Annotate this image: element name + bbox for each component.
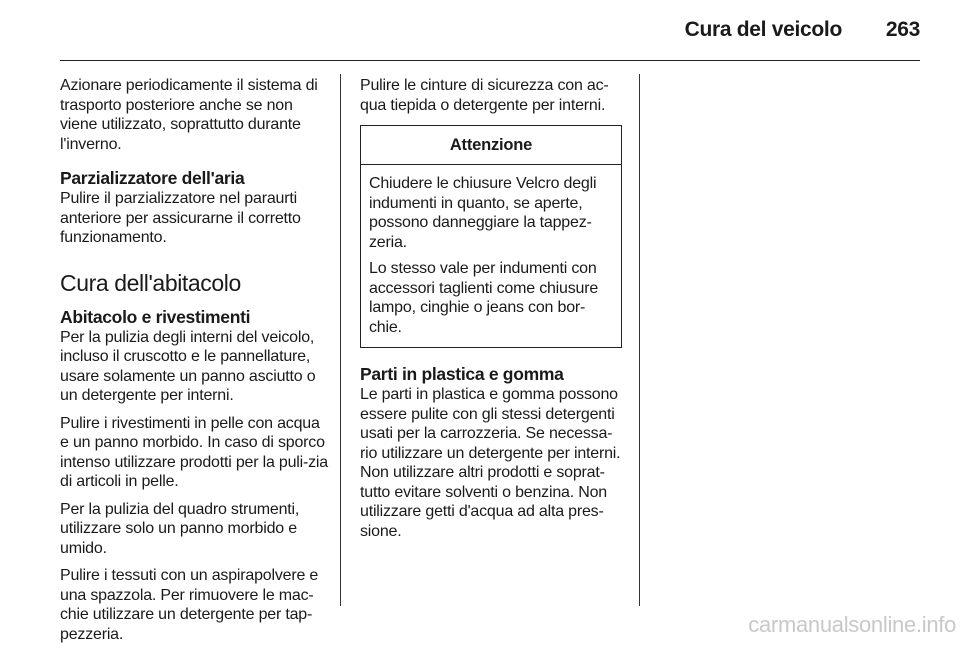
- caution-notice-box: [360, 125, 622, 348]
- interior-care-heading: Cura dell'abitacolo: [60, 269, 241, 296]
- page-number: 263: [885, 18, 920, 41]
- plastic-heading: Parti in plastica e gomma: [360, 364, 564, 384]
- section-title: Cura del veicolo: [684, 18, 842, 41]
- seatbelt-paragraph: Pulire le cinture di sicurezza con ac-qua tiepida o detergente per interni.: [360, 77, 609, 114]
- trim-paragraph-4: Pulire i tessuti con un aspirapolvere e una spazzola. Per rimuovere le mac-chie utilizzare un detergente per tap-pezzeria.: [60, 567, 319, 643]
- plastic-paragraph: Le parti in plastica e gomma possono essere pulite con gli stessi detergenti usati per la carrozzeria. Se necessa-rio utilizzare un detergente per interni. Non utilizzare altri prodotti e soprat-tutto evitare solventi o benzina. Non utilizzare getti d'acqua ad alta pres-sione.: [360, 386, 621, 540]
- caution-paragraph-1: Chiudere le chiusure Velcro degli indumenti in quanto, se aperte, possono danneggiare la tappez-zeria.: [369, 175, 597, 251]
- caution-paragraph-2: Lo stesso vale per indumenti con accessori taglienti come chiusure lampo, cinghie o jeans con bor-chie.: [369, 260, 599, 336]
- caution-notice-title: Attenzione: [361, 126, 621, 165]
- column-middle: [360, 76, 626, 549]
- trim-paragraph-1: Per la pulizia degli interni del veicolo, incluso il cruscotto e le pannellature, usare solamente un panno asciutto o un detergente per interni.: [60, 328, 316, 404]
- column-divider-left: [340, 74, 341, 606]
- trim-paragraph-3: Per la pulizia del quadro strumenti, utilizzare solo un panno morbido e umido.: [60, 500, 300, 557]
- spoiler-heading: Parzializzatore dell'aria: [60, 168, 245, 188]
- caution-notice-body: [361, 165, 621, 347]
- trim-paragraph-2: Pulire i rivestimenti in pelle con acqua e un panno morbido. In caso di sporco intenso utilizzare prodotti per la puli-zia di articoli in pelle.: [60, 414, 328, 490]
- trim-heading: Abitacolo e rivestimenti: [60, 306, 251, 327]
- column-divider-right: [639, 74, 640, 606]
- spoiler-paragraph: Pulire il parzializzatore nel paraurti anteriore per assicurarne il corretto funzionamento.: [60, 190, 301, 246]
- intro-paragraph: Azionare periodicamente il sistema di trasporto posteriore anche se non viene utilizzato, soprattutto durante l'inverno.: [60, 77, 318, 153]
- watermark-text: carmanualsonline.info: [748, 612, 956, 637]
- page-header: [60, 0, 920, 61]
- column-left: [60, 76, 328, 652]
